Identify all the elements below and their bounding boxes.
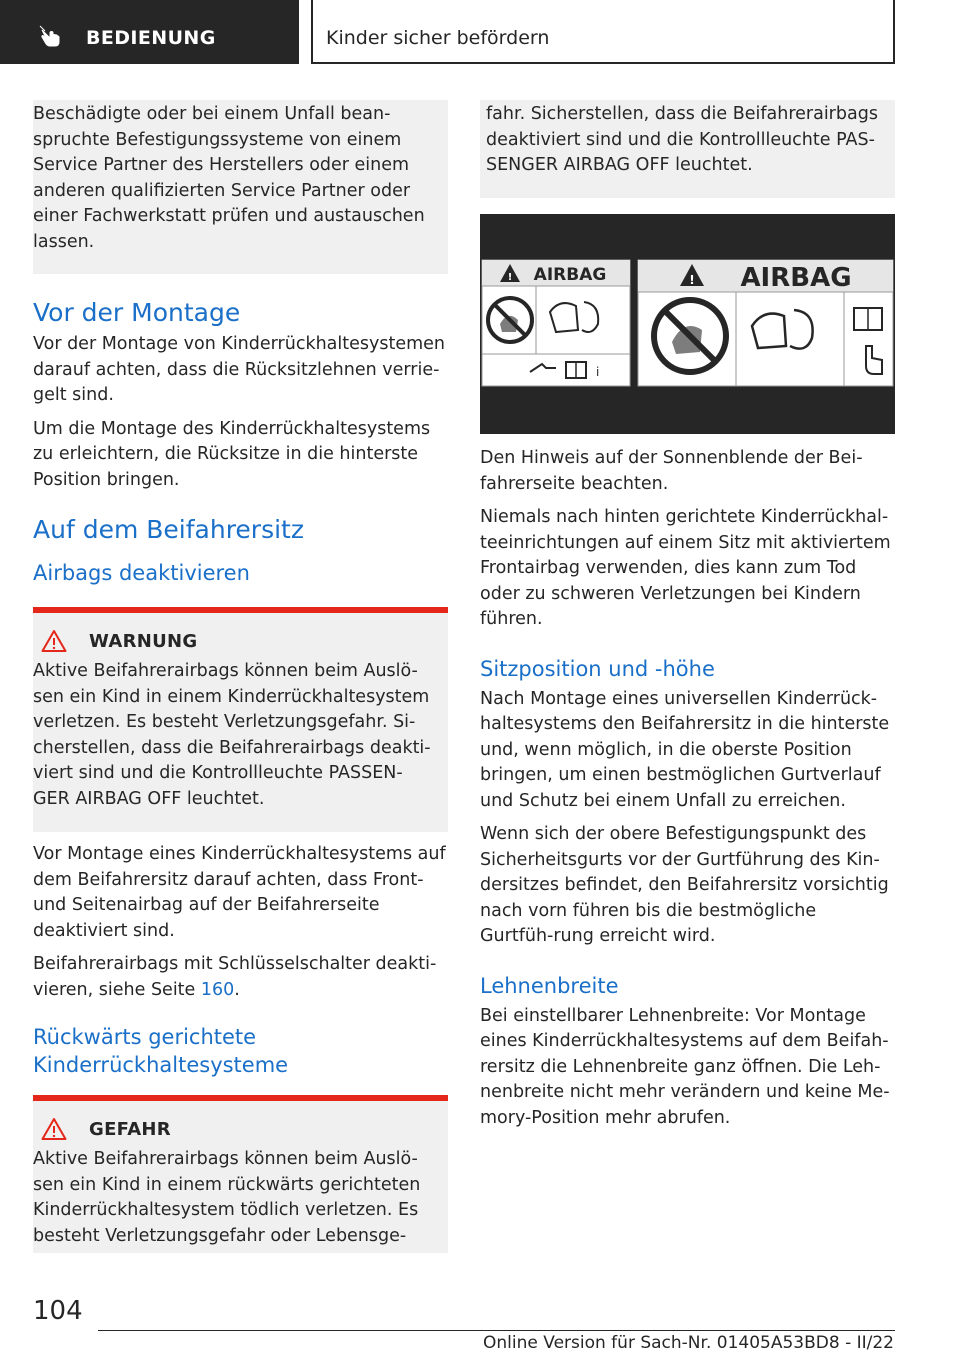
footer-online-version: Online Version für Sach-Nr. 01405A53BD8 - II/22 xyxy=(483,1333,894,1353)
warning-title: WARNUNG xyxy=(89,630,198,652)
note-text: Beschädigte oder bei einem Unfall bean-spruchte Befestigungssysteme von einem Service Partner des Herstellers oder einem anderen qualifizierten Service Partner oder einer Fachwerkstatt prüfen und austauschen lassen. xyxy=(33,104,425,252)
danger-continuation-box xyxy=(480,100,895,198)
heading-sitzposition: Sitzposition und -höhe xyxy=(480,656,715,681)
heading-airbags-deaktivieren: Airbags deaktivieren xyxy=(33,561,250,585)
danger-box xyxy=(33,1095,448,1253)
paragraph: Vor der Montage von Kinderrückhaltesystemen darauf achten, dass die Rücksitzlehnen verrie-gelt sind. xyxy=(33,334,446,405)
danger-continuation-text: fahr. Sicherstellen, dass die Beifahrerairbags deaktiviert sind und die Kontrollleuchte PAS-SENGER AIRBAG OFF leuchtet. xyxy=(486,104,878,175)
danger-title: GEFAHR xyxy=(89,1118,171,1140)
paragraph-text-end: . xyxy=(234,979,240,1000)
danger-text: Aktive Beifahrerairbags können beim Auslö-sen ein Kind in einem rückwärts gerichteten Kinderrückhaltesystem tödlich verletzen. Es besteht Verletzungsgefahr oder Lebensge- xyxy=(33,1149,421,1246)
warning-box xyxy=(33,607,448,832)
paragraph: Nach Montage eines universellen Kinderrück-haltesystems den Beifahrersitz in die hinterste und, wenn möglich, in die oberste Position bringen, um einen bestmöglichen Gurtverlauf und Schutz bei einem Unfall zu erreichen. xyxy=(480,688,890,811)
paragraph: Vor Montage eines Kinderrückhaltesystems auf dem Beifahrersitz darauf achten, dass Front- und Seitenairbag auf der Beifahrerseite deaktiviert sind. xyxy=(33,844,446,941)
heading-lehnenbreite: Lehnenbreite xyxy=(480,973,619,998)
note-box-top xyxy=(33,100,448,274)
heading-rueckwaerts: Rückwärts gerichtete Kinderrückhaltesysteme xyxy=(33,1025,289,1077)
warning-triangle-icon xyxy=(41,1117,67,1141)
chapter-title: Kinder sicher befördern xyxy=(326,27,550,49)
page-link[interactable]: 160 xyxy=(200,979,235,1000)
hand-pointer-icon xyxy=(38,24,62,48)
paragraph-with-link xyxy=(33,952,448,1003)
section-label: BEDIENUNG xyxy=(86,27,216,49)
header-chapter xyxy=(311,0,895,64)
paragraph: Um die Montage des Kinderrückhaltesystems zu erleichtern, die Rücksitze in die hinterste Position bringen. xyxy=(33,418,431,490)
heading-vor-der-montage: Vor der Montage xyxy=(33,298,241,327)
footer-divider xyxy=(98,1330,895,1331)
small-label-text: AIRBAG xyxy=(533,265,607,285)
paragraph: Wenn sich der obere Befestigungspunkt des Sicherheitsgurts vor der Gurtführung des Kin-dersitzes befindet, den Beifahrersitz vorsichtig nach vorn führen bis die bestmögliche Gurtfüh-rung erreicht wird. xyxy=(480,824,889,946)
paragraph: Bei einstellbarer Lehnenbreite: Vor Montage eines Kinderrückhaltesystems auf dem Beifah-rersitz die Lehnenbreite ganz öffnen. Die Leh-nenbreite nicht mehr verändern und keine Me-mory-Position mehr abrufen. xyxy=(480,1005,890,1128)
large-label-text: AIRBAG xyxy=(740,263,852,293)
airbag-labels-svg xyxy=(480,214,895,434)
header-section-tab xyxy=(0,0,299,64)
heading-auf-dem-beifahrersitz: Auf dem Beifahrersitz xyxy=(33,515,304,544)
warning-text: Aktive Beifahrerairbags können beim Auslö-sen ein Kind in einem Kinderrückhaltesystem verletzen. Es besteht Verletzungsgefahr. Si-cherstellen, dass die Beifahrerairbags deakti-viert sind und die Kontrollleuchte PASSEN-GER AIRBAG OFF leuchtet. xyxy=(33,661,431,809)
svg-text:i: i xyxy=(596,365,600,379)
paragraph: Niemals nach hinten gerichtete Kinderrückhal-teeinrichtungen auf einem Sitz mit aktiviertem Frontairbag verwenden, dies kann zum Tod oder zu schweren Verletzungen bei Kindern führen. xyxy=(480,507,891,629)
paragraph-text: Beifahrerairbags mit Schlüsselschalter deakti-vieren, siehe Seite xyxy=(33,954,437,1000)
left-column xyxy=(33,100,448,1253)
right-column xyxy=(480,100,895,1139)
paragraph: Den Hinweis auf der Sonnenblende der Bei-fahrerseite beachten. xyxy=(480,448,863,494)
warning-triangle-icon xyxy=(41,629,67,653)
page-number: 104 xyxy=(33,1296,83,1326)
svg-text:!: ! xyxy=(689,273,695,287)
svg-text:!: ! xyxy=(507,272,513,283)
airbag-warning-label-image xyxy=(480,214,895,434)
